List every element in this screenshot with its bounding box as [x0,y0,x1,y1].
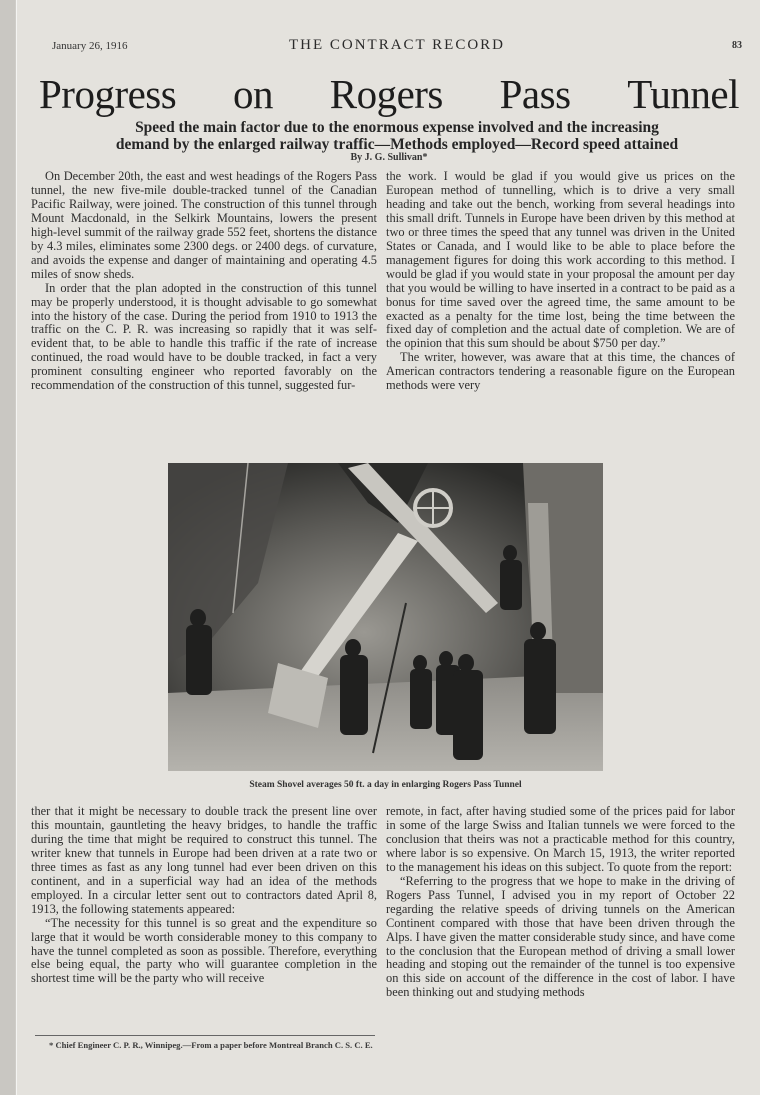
publication-title: THE CONTRACT RECORD [288,37,506,53]
paragraph: In order that the plan adopted in the construction of this tunnel may be properly understood, it is thought advisable to go somewhat into the history of the case. During the period from 1910 to 1913 the traffic on the C. P. R. was increasing so rapidly that it was self-evident that, to be able to handle this traffic if the rate of increase continued, the road would have to be double tracked, in fact a very prominent consulting engineer who reported favorably on the recommendation of the construction of this tunnel, suggested fur- [31,280,377,393]
headline-word: Tunnel [627,71,739,117]
photo-caption: Steam Shovel averages 50 ft. a day in enlarging Rogers Pass Tunnel [249,780,522,790]
footnote: * Chief Engineer C. P. R., Winnipeg.—From a paper before Montreal Branch C. S. C. E. [49,1040,373,1050]
headline-word: Progress [39,71,177,117]
headline-word: Pass [499,71,571,117]
deck-line: demand by the enlarged railway traffic—Methods employed—Record speed attained [115,136,679,153]
headline-word: on [232,71,273,117]
column-bottom-left [31,805,377,986]
headline-word: Rogers [329,71,443,117]
paragraph: “Referring to the progress that we hope to make in the driving of Rogers Pass Tunnel, I advised you in my report of October 22 regarding the relative speeds of driving tunnels on the American Continent compared with those that have been driven through the Alps. I have given the matter considerable study since, and have come to the conclusion that the European method of driving a small lower heading and stoping out the remainder of the tunnel is too expensive on this side on account of the difference in the cost of labor. I have been thinking out and studying methods [386,873,735,1000]
byline: By J. G. Sullivan* [350,152,428,163]
scan-margin [0,0,15,1095]
column-top-right [386,170,735,393]
paragraph: “The necessity for this tunnel is so great and the expenditure so large that it would be worth considerable money to this company to have the tunnel completed as soon as possible. Therefore, everything else being equal, the party who will guarantee completion in the shortest time will be the party who will receive [31,915,377,986]
footnote-divider [35,1035,375,1036]
running-head [52,37,742,56]
tunnel-photograph [168,463,603,771]
photo-image [168,463,603,771]
issue-date: January 26, 1916 [52,40,128,52]
page-number: 83 [732,40,742,51]
paragraph: remote, in fact, after having studied some of the prices paid for labor in some of the large Swiss and Italian tunnels we were forced to the conclusion that theirs was not a practicable method for this country, where labor is so expensive. On March 15, 1913, the writer reported to the management his ideas on this subject. To quote from the report: [386,804,735,874]
paragraph: On December 20th, the east and west headings of the Rogers Pass tunnel, the new five-mile double-tracked tunnel of the Canadian Pacific Railway, were joined. The construction of this tunnel through Mount Macdonald, in the Selkirk Mountains, lowers the present high-level summit of the railway grade 552 feet, shortens the distance by 4.3 miles, eliminates some 2300 degs. or 2400 degs. of curvature, and avoids the expense and danger of maintaining and operating 4.5 miles of snow sheds. [31,169,377,281]
paragraph: ther that it might be necessary to double track the present line over this mountain, gauntleting the heavy bridges, to handle the traffic during the time that might be required to construct this tunnel. The writer knew that tunnels in Europe had been driven at a rate two or three times as fast as any long tunnel had ever been driven on this continent, and in a superficial way had an idea of the methods employed. In a circular letter sent out to contractors dated April 8, 1913, the following statements appeared: [31,804,377,916]
paragraph: the work. I would be glad if you would give us prices on the European method of tunnelling, which is to drive a very small heading and take out the bench, working from several headings into this small drift. Tunnels in Europe have been driven by this method at two or three times the speed that any tunnel was driven in the United States or Canada, and I would like to be able to place before the management figures for doing this work according to this method. I would be glad if you would state in your proposal the amount per day that you would be willing to have inserted in a contract to be paid as a bonus for time saved over the agreed time, the same amount to be exacted as a penalty for the time lost, being the time between the fixed day of completion and the actual date of completion. We are of the opinion that this sum should be about $750 per day.” [386,169,735,351]
column-top-left [31,170,377,393]
paragraph: The writer, however, was aware that at this time, the chances of American contractors tendering a reasonable figure on the European methods were very [386,350,735,393]
article-deck [57,119,737,153]
magazine-page [16,0,760,1095]
article-headline [39,70,739,118]
column-bottom-right [386,805,735,1000]
deck-line: Speed the main factor due to the enormous expense involved and the increasing [135,119,659,136]
